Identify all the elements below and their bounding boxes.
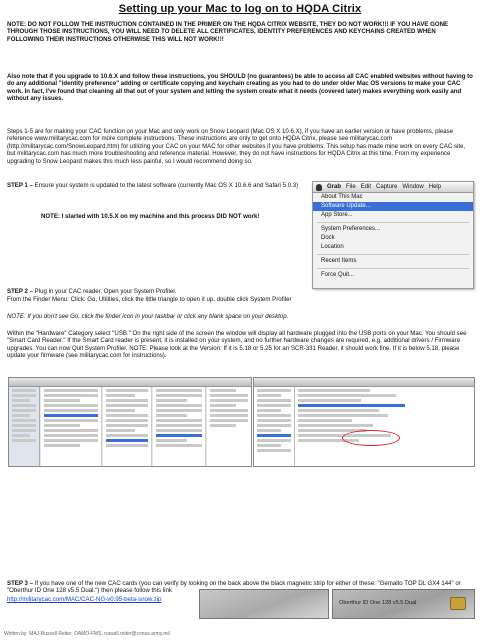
oberthur-card-text: Oberthur ID One 128 v5.5 Dual bbox=[339, 600, 417, 606]
step2-instructions: From the Finder Menu: Click: Go, Utilities, click the little triangle to open it up, double click System Profiler bbox=[7, 296, 292, 303]
step1-note: NOTE: I started with 10.5.X on my machine and this process DID NOT work! bbox=[41, 213, 260, 220]
page-title: Setting up your Mac to log on to HQDA Citrix bbox=[118, 3, 362, 15]
cac-ng-download-link[interactable]: http://militarycac.com/MAC/CAC-NG-v0.95-beta-snow.zip bbox=[7, 596, 162, 603]
menu-item-recent-items: Recent Items bbox=[321, 258, 357, 264]
menu-item-force-quit: Force Quit... bbox=[321, 272, 355, 278]
step3-text: If you have one of the new CAC cards (you can verify by looking on the back above the black magnetic strip for either of these: "Gemalto TOP DL GX4 144" or "Oberthur ID One 128 v5.5 Dual.") then please follow this link bbox=[7, 580, 461, 595]
menu-item-location: Location bbox=[321, 244, 344, 250]
version-highlight-circle bbox=[342, 430, 400, 446]
usb-paragraph: Within the "Hardware" Category select "USB." On the right side of the screen the window will display all hardware plugged into the USB ports on your Mac. You should see "Smart Card Reader." If the Smart Card reader is present, it is installed on your system, and no further hardware changes are required, e.g. additional drivers / Firmware upgrades. You can now Quit System Profiler. NOTE: Please look at the Version: If it is 5.18 or 5.25 for an SCR-331 Reader, it should work fine. If it is below 5.18, please update your firmware (see militarycac.com for instructions). bbox=[7, 330, 467, 360]
finder-sidebar bbox=[9, 387, 40, 466]
menu-bar-grab: Grab bbox=[327, 184, 342, 190]
intro-paragraph: Steps 1-5 are for making your CAC function on your Mac and only work on Snow Leopard (Mac OS X 10.6.X), if you have an earlier version or have problems, please reference www.militarycac.com for more complete instructions. These instructions are only to get onto HQDA Citrix, please see militarycac.com (http://militarycac.com/SnowLeopard.htm) for utilizing your CAC on your MAC for other websites if you have problems. This setup has made mine work on every CAC site, but militarycac.com has much more troubleshooting and reference material. However, they do not have instructions for HQDA Citrix at this time. From my experience upgrading to Snow Leopard makes this much less painful, so I would recommend doing so. bbox=[7, 128, 466, 165]
profiler-usb-details bbox=[295, 387, 474, 466]
apple-menu-screenshot bbox=[312, 181, 474, 289]
menu-bar-help: Help bbox=[428, 184, 442, 190]
menu-item-software-update: Software Update... bbox=[313, 202, 473, 211]
menu-bar-capture: Capture bbox=[376, 184, 398, 190]
system-profiler-screenshot bbox=[253, 377, 475, 467]
menu-item-app-store: App Store... bbox=[321, 212, 353, 218]
profiler-category-list bbox=[254, 387, 295, 466]
menu-bar bbox=[313, 182, 473, 193]
step1-paragraph bbox=[7, 182, 307, 189]
step2-text: Plug in your CAC reader. Open your System Profiler. bbox=[32, 288, 177, 295]
step1-label: STEP 1 – bbox=[7, 182, 33, 189]
finder-utilities-screenshot bbox=[8, 377, 252, 467]
profiler-window-titlebar bbox=[254, 378, 474, 387]
menu-item-dock: Dock bbox=[321, 235, 335, 241]
menu-separator bbox=[317, 222, 469, 223]
step2-paragraph bbox=[7, 288, 473, 295]
menu-item-about: About This Mac bbox=[321, 194, 363, 200]
finder-go-menu bbox=[41, 387, 102, 466]
step1-text: Ensure your system is updated to the latest software (currently Mac OS X 10.6.6 and Safari 5.0.3) bbox=[32, 182, 299, 189]
upgrade-note: Also note that if you upgrade to 10.6.X and follow these instructions, you SHOULD (no guarantees) be able to access all CAC enabled websites without having to do any additional "identity preference" adding or certificate copying and keychain creating as you had to do under older Mac OS versions to make your CAC work. In fact, I've found that cleaning all that out of your system and letting the system create what it needs (covered later) makes everything work easily and without any issues. bbox=[7, 73, 473, 103]
finder-window-titlebar bbox=[9, 378, 251, 387]
card-chip bbox=[450, 597, 466, 610]
menu-separator bbox=[317, 268, 469, 269]
step3-label: STEP 3 – bbox=[7, 580, 33, 587]
finder-preview-column bbox=[207, 387, 251, 466]
menu-separator bbox=[317, 254, 469, 255]
menu-bar-window: Window bbox=[402, 184, 424, 190]
finder-utilities-column bbox=[153, 387, 206, 466]
step2-label: STEP 2 – bbox=[7, 288, 33, 295]
apple-icon bbox=[316, 184, 322, 191]
warning-note: NOTE: DO NOT FOLLOW THE INSTRUCTION CONTAINED IN THE PRIMER ON THE HQDA CITRIX WEBSITE, THEY DO NOT WORK!!! IF YOU HAVE GONE THROUGH THOSE INSTRUCTIONS, YOU WILL NEED TO DELETE ALL CERTIFICATES, IDENTITY PREFERENCES AND KEYCHAINS CREATED WHEN FOLLOWING THEIR INSTRUCTIONS OTHERWISE THIS WILL NOT WORK!!! bbox=[7, 21, 449, 43]
gemalto-card-image bbox=[199, 589, 329, 619]
finder-applications-column bbox=[103, 387, 152, 466]
oberthur-card-image bbox=[332, 589, 475, 619]
author-footer: Written by: MAJ Russell Reiter, DAMO-FMS, russell.reiter@conus.army.mil bbox=[4, 631, 170, 637]
step2-note: NOTE: If you don't see Go, click the finder icon in your taskbar or click any blank space on your desktop. bbox=[7, 313, 289, 320]
menu-bar-edit: Edit bbox=[360, 184, 372, 190]
menu-item-system-preferences: System Preferences... bbox=[321, 226, 381, 232]
menu-bar-file: File bbox=[346, 184, 356, 190]
